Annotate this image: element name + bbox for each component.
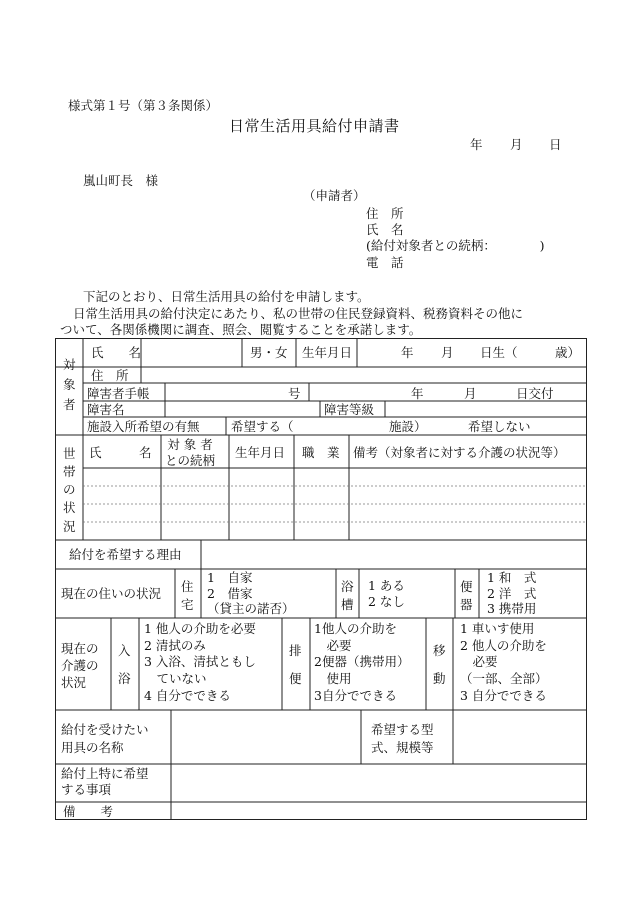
special-request-label: 給付上特に希望 する事項	[61, 766, 149, 798]
applicant-label: （申請者）	[303, 188, 366, 203]
addressee: 嵐山町長 様	[83, 173, 159, 188]
date-day: 日	[549, 137, 562, 152]
subject-address-label: 住 所	[91, 368, 129, 383]
remarks-field[interactable]	[172, 803, 586, 819]
applicant-address-label: 住 所	[366, 206, 404, 221]
facility-want-option[interactable]: 希望する（	[231, 419, 294, 434]
subject-birth-day-age: 日生（ 歳）	[480, 345, 581, 360]
care-excretion-label: 排 便	[289, 643, 302, 686]
special-request-field[interactable]	[172, 765, 586, 801]
bathtub-label: 浴 槽	[341, 579, 354, 613]
care-excretion-options[interactable]: 1他人の介助を 必要 2便器（携帯用） 使用 3自分でできる	[314, 621, 410, 703]
subject-section-label: 対 象 者	[63, 357, 76, 412]
applicant-name-label: 氏 名	[366, 222, 404, 237]
equipment-name-field[interactable]	[172, 711, 360, 763]
household-section-label: 世 帯 の 状 況	[63, 446, 76, 534]
disability-name-label: 障害名	[87, 402, 125, 417]
subject-sex-options[interactable]: 男・女	[250, 345, 288, 360]
toilet-label: 便 器	[460, 579, 473, 613]
house-label: 住 宅	[181, 579, 194, 613]
date-year: 年	[470, 137, 483, 152]
form-number: 様式第１号（第３条関係）	[68, 98, 219, 113]
facility-no-option[interactable]: 希望しない	[468, 419, 531, 434]
intro-line-2: 日常生活用具の給付決定にあたり、私の世帯の住民登録資料、税務資料その他に	[73, 306, 524, 321]
subject-address-field[interactable]	[142, 368, 586, 382]
facility-close: 施設）	[389, 419, 427, 434]
care-bath-options[interactable]: 1 他人の介助を必要 2 清拭のみ 3 入浴、清拭ともし ていない 4 自分でできる	[144, 621, 256, 703]
care-label: 現在の 介護の 状況	[61, 641, 99, 690]
form-title: 日常生活用具給付申請書	[229, 117, 400, 135]
house-options[interactable]: 1 自家 2 借家 （貸主の諾否）	[207, 570, 295, 617]
handbook-issue-day: 日交付	[516, 386, 554, 401]
residence-label: 現在の住いの状況	[61, 586, 162, 601]
handbook-number-suffix: 号	[288, 386, 301, 401]
remarks-label: 備 考	[63, 804, 114, 819]
subject-name-label: 氏 名	[91, 345, 142, 360]
subject-name-field[interactable]	[142, 341, 241, 365]
subject-birth-month: 月	[441, 345, 454, 360]
application-table	[55, 338, 587, 820]
subject-birth-label: 生年月日	[302, 345, 353, 360]
care-move-label: 移 動	[433, 643, 446, 686]
reason-field[interactable]	[202, 541, 586, 568]
equipment-model-label: 希望する型 式、規模等	[371, 722, 434, 755]
household-job-col: 職 業	[302, 445, 340, 460]
bathtub-options[interactable]: 1 ある 2 なし	[368, 578, 405, 610]
equipment-model-field[interactable]	[454, 711, 586, 763]
household-relation-col: 対 象 者 との続柄	[165, 437, 216, 468]
intro-line-3: ついて、各関係機関に調査、照会、閲覧することを承諾します。	[60, 322, 422, 337]
applicant-relation-label: (給付対象者との続柄： )	[366, 238, 545, 253]
handbook-month: 月	[464, 386, 477, 401]
toilet-options[interactable]: 1 和 式 2 洋 式 3 携帯用	[487, 570, 537, 617]
household-remarks-col: 備考（対象者に対する介護の状況等）	[353, 445, 566, 460]
date-month: 月	[510, 137, 523, 152]
handbook-label: 障害者手帳	[87, 386, 150, 401]
applicant-phone-label: 電 話	[366, 255, 404, 270]
equipment-name-label: 給付を受けたい 用具の名称	[61, 722, 149, 755]
disability-grade-label: 障害等級	[324, 402, 375, 417]
care-bath-label: 入 浴	[118, 643, 131, 686]
intro-line-1: 下記のとおり、日常生活用具の給付を申請します。	[83, 289, 370, 304]
household-name-col: 氏 名	[89, 445, 152, 460]
reason-label: 給付を希望する理由	[69, 547, 182, 562]
care-move-options[interactable]: 1 車いす使用 2 他人の介助を 必要 （一部、全部） 3 自分でできる	[460, 621, 548, 703]
facility-wish-label: 施設入所希望の有無	[87, 419, 200, 434]
household-birth-col: 生年月日	[235, 445, 286, 460]
handbook-year: 年	[411, 386, 424, 401]
subject-birth-year: 年	[401, 345, 414, 360]
